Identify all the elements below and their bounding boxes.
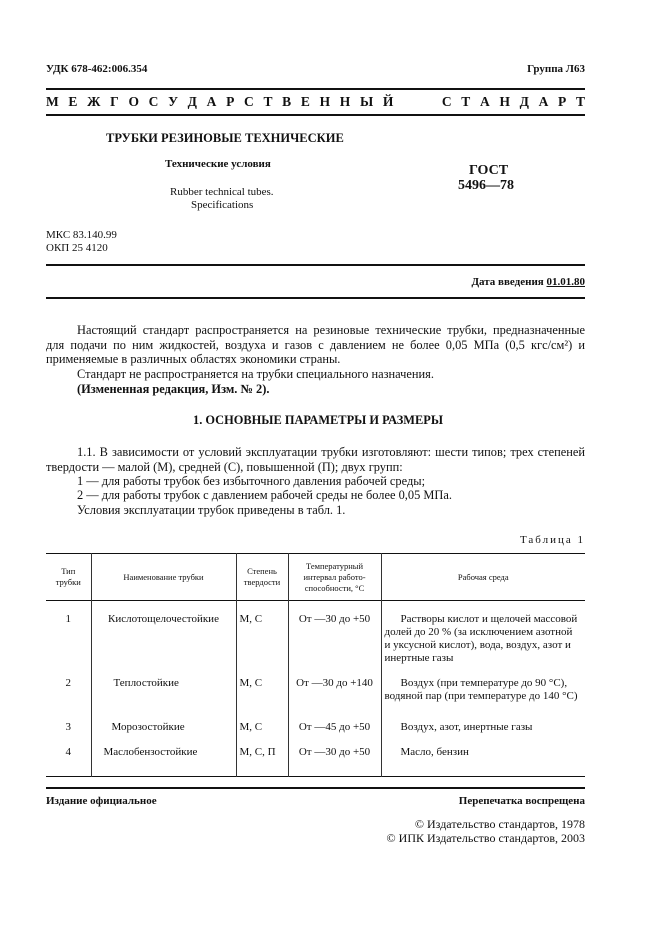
udk-code: УДК 678-462:006.354 [46, 63, 148, 75]
banner-rule [46, 114, 585, 116]
cell-hardness: М, С, П [236, 742, 288, 777]
footer-rule [46, 787, 585, 789]
amendment-note: (Измененная редакция, Изм. № 2). [77, 382, 270, 396]
copyright-2003: © ИПК Издательство стандартов, 2003 [386, 831, 585, 845]
cell-environment: Растворы кислот и щелочей массовой долей до 20 % (за исключением азотной и уксусной кислот), вода, воздух, азот и инертные газы [381, 601, 585, 669]
gost-number: 5496—78 [458, 178, 514, 193]
document-title: ТРУБКИ РЕЗИНОВЫЕ ТЕХНИЧЕСКИЕ [106, 131, 344, 145]
codes-rule [46, 264, 585, 266]
mks-code: МКС 83.140.99 [46, 229, 117, 241]
cell-temperature: От —30 до +50 [288, 601, 381, 669]
not-applicable-text: Стандарт не распространяется на трубки специального назначения. [77, 367, 434, 381]
top-rule [46, 88, 585, 90]
intro-date-label: Дата введения [471, 276, 544, 288]
official-edition: Издание официальное [46, 795, 157, 807]
english-title-line2: Specifications [191, 199, 254, 211]
intro-date [471, 276, 585, 288]
table-row [46, 601, 585, 669]
table-row [46, 715, 585, 742]
group-code: Группа Л63 [527, 63, 585, 75]
cell-environment: Масло, бензин [381, 742, 585, 777]
col-header-name: Наименование трубки [91, 554, 236, 601]
cell-type: 2 [65, 677, 71, 689]
cell-temperature: От —45 до +50 [288, 715, 381, 742]
cell-hardness: М, С [236, 715, 288, 742]
cell-name: Теплостойкие [91, 668, 236, 715]
operating-conditions-table [46, 553, 585, 777]
table-row [46, 668, 585, 715]
conditions-text: Условия эксплуатации трубок приведены в табл. 1. [77, 503, 346, 517]
intro-date-value: 01.01.80 [546, 276, 585, 288]
cell-environment: Воздух (при температуре до 90 °С), водяной пар (при температуре до 140 °С) [381, 668, 585, 715]
reprint-notice: Перепечатка воспрещена [458, 795, 585, 807]
standard-banner: М Е Ж Г О С У Д А Р С Т В Е Н Н Ы Й С Т А Н Д А Р Т [46, 94, 585, 109]
section-1-paragraph: 1.1. В зависимости от условий эксплуатации трубки изготовляют: шести типов; трех степеней твердости — малой (М), средней (С), повышенной (П); двух групп: [46, 445, 585, 474]
table-row [46, 742, 585, 777]
cell-temperature: От —30 до +140 [288, 668, 381, 715]
section-1-heading: 1. ОСНОВНЫЕ ПАРАМЕТРЫ И РАЗМЕРЫ [193, 413, 444, 427]
cell-hardness: М, С [236, 601, 288, 669]
document-subtitle: Технические условия [165, 158, 271, 170]
cell-environment: Воздух, азот, инертные газы [381, 715, 585, 742]
copyright-1978: © Издательство стандартов, 1978 [414, 817, 585, 831]
group-item-2: 2 — для работы трубок с давлением рабочей среды не более 0,05 МПа. [77, 488, 452, 502]
cell-name: Маслобензостойкие [91, 742, 236, 777]
col-header-hardness: Степень твердости [236, 554, 288, 601]
cell-name: Кислотощелочестойкие [91, 601, 236, 669]
cell-name: Морозостойкие [91, 715, 236, 742]
cell-type: 1 [65, 613, 71, 625]
date-rule [46, 297, 585, 299]
cell-hardness: М, С [236, 668, 288, 715]
cell-type: 3 [65, 721, 71, 733]
okp-code: ОКП 25 4120 [46, 242, 108, 254]
gost-label: ГОСТ [469, 163, 509, 178]
cell-temperature: От —30 до +50 [288, 742, 381, 777]
group-item-1: 1 — для работы трубок без избыточного давления рабочей среды; [77, 474, 426, 488]
col-header-temperature: Температурный интервал работо- способности, °С [288, 554, 381, 601]
col-header-type: Тип трубки [55, 566, 81, 587]
col-header-environment: Рабочая среда [381, 554, 585, 601]
intro-paragraph: Настоящий стандарт распространяется на резиновые технические трубки, предназначенные для подачи по ним жидкостей, воздуха и газов с давлением не более 0,05 МПа (0,5 кгс/см²) и применяемые в различных областях экономики страны. [46, 323, 585, 367]
table-caption: Таблица 1 [519, 534, 585, 546]
english-title-line1: Rubber technical tubes. [170, 186, 274, 198]
cell-type: 4 [65, 746, 71, 758]
table-header-row [46, 554, 585, 601]
